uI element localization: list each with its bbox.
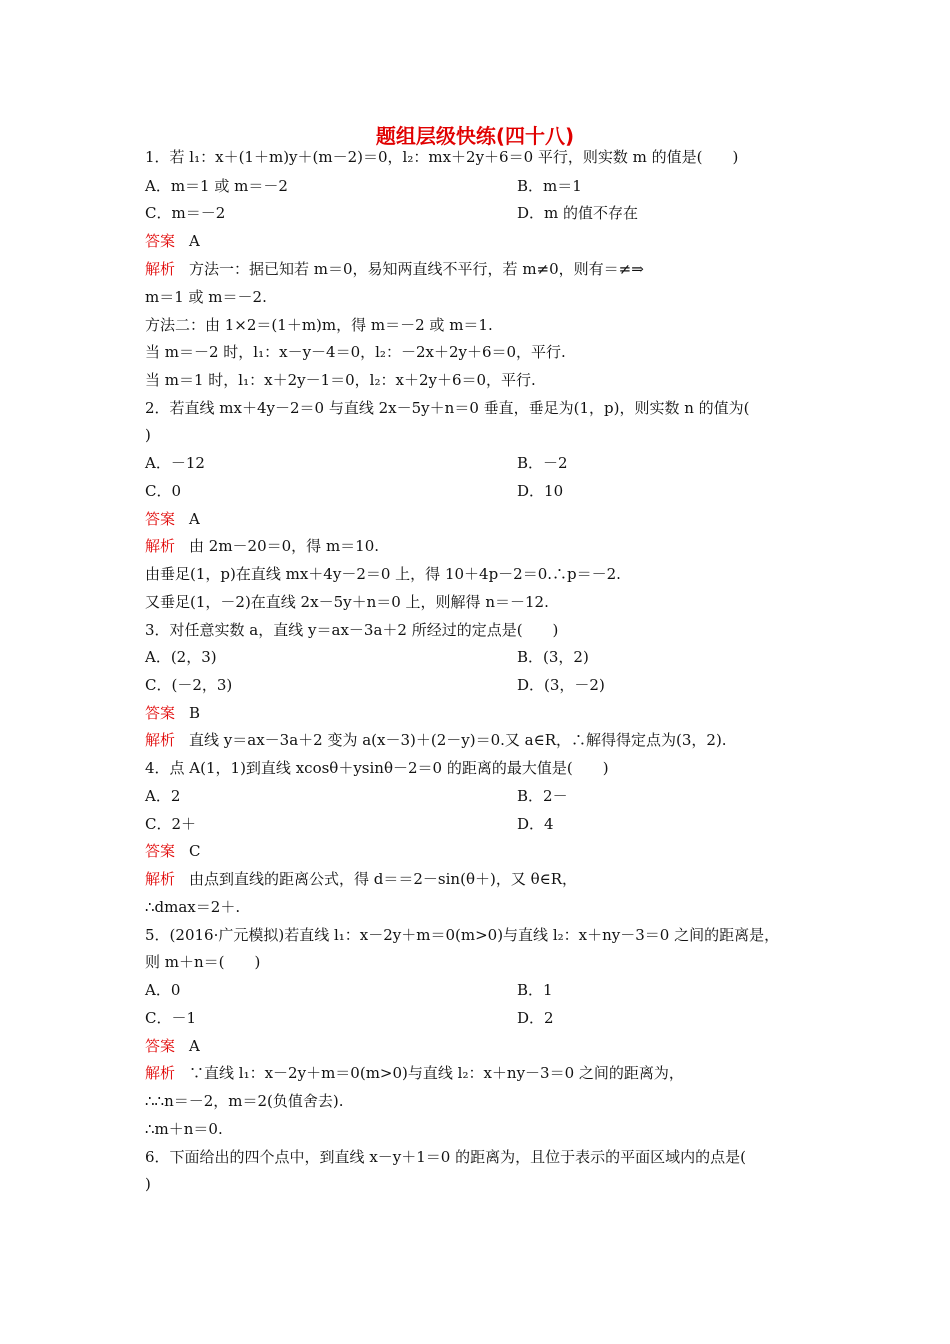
q1-option-a: A．m＝1 或 m＝－2	[145, 177, 288, 195]
q4-option-d: D．4	[517, 815, 554, 833]
q4-option-b: B．2－	[517, 787, 568, 805]
q2-option-c: C．0	[145, 482, 182, 500]
q5-option-c: C．－1	[145, 1009, 197, 1027]
q1-option-c: C．m＝－2	[145, 204, 226, 222]
q2-option-d: D．10	[517, 482, 564, 500]
q1-analysis-line-5: 当 m＝1 时，l₁：x＋2y－1＝0，l₂：x＋2y＋6＝0，平行.	[145, 371, 536, 389]
q5-analysis-line-1	[145, 1063, 684, 1083]
q1-analysis-line-2: m＝1 或 m＝－2.	[145, 288, 267, 306]
q5-answer: A	[189, 1037, 200, 1055]
page-title: 题组层级快练(四十八)	[375, 124, 575, 148]
q1-analysis-line-4: 当 m＝－2 时，l₁：x－y－4＝0，l₂：－2x＋2y＋6＝0，平行.	[145, 343, 566, 361]
q3-stem: 3．对任意实数 a，直线 y＝ax－3a＋2 所经过的定点是( )	[145, 621, 559, 639]
q4-answer-line	[145, 841, 201, 861]
answer-label: 答案	[145, 1037, 176, 1055]
q1-stem: 1．若 l₁：x＋(1＋m)y＋(m－2)＝0，l₂：mx＋2y＋6＝0 平行，则实数 m 的值是( )	[145, 148, 739, 166]
q3-option-b: B．(3，2)	[517, 648, 589, 666]
q2-stem-line-2: )	[145, 426, 151, 444]
q1-answer: A	[189, 232, 200, 250]
q3-answer-line	[145, 703, 200, 723]
q1-answer-line	[145, 231, 200, 251]
q2-option-b: B．－2	[517, 454, 568, 472]
q2-analysis-line-2: 由垂足(1，p)在直线 mx＋4y－2＝0 上，得 10＋4p－2＝0.∴p＝－2.	[145, 565, 621, 583]
answer-label: 答案	[145, 510, 176, 528]
q3-option-d: D．(3，－2)	[517, 676, 605, 694]
q3-analysis-line-1	[145, 730, 727, 750]
q4-analysis-line-1	[145, 869, 577, 889]
q1-analysis-line-3: 方法二：由 1×2＝(1＋m)m，得 m＝－2 或 m＝1.	[145, 316, 493, 334]
answer-label: 答案	[145, 232, 176, 250]
q2-option-a: A．－12	[145, 454, 205, 472]
q5-option-b: B．1	[517, 981, 553, 999]
q1-analysis-line-1	[145, 259, 644, 279]
analysis-label: 解析	[145, 731, 176, 749]
q5-analysis-line-2: ∴∴n＝－2，m＝2(负值舍去).	[145, 1092, 344, 1110]
q5-option-d: D．2	[517, 1009, 554, 1027]
q5-option-a: A．0	[145, 981, 181, 999]
analysis-label: 解析	[145, 1064, 176, 1082]
q3-option-a: A．(2，3)	[145, 648, 217, 666]
q5-stem-line-1: 5．(2016·广元模拟)若直线 l₁：x－2y＋m＝0(m>0)与直线 l₂：x＋ny－3＝0 之间的距离是，	[145, 926, 780, 944]
answer-label: 答案	[145, 842, 176, 860]
analysis-label: 解析	[145, 870, 176, 888]
analysis-label: 解析	[145, 537, 176, 555]
q2-answer: A	[189, 510, 200, 528]
q4-option-c: C．2＋	[145, 815, 197, 833]
q5-answer-line	[145, 1036, 200, 1056]
q3-option-c: C．(－2，3)	[145, 676, 233, 694]
q3-analysis-text: 直线 y＝ax－3a＋2 变为 a(x－3)＋(2－y)＝0.又 a∈R，∴解得得定点为(3，2).	[189, 731, 727, 749]
q2-analysis-text: 由 2m－20＝0，得 m＝10.	[189, 537, 380, 555]
q2-analysis-line-3: 又垂足(1，－2)在直线 2x－5y＋n＝0 上，则解得 n＝－12.	[145, 593, 549, 611]
q6-stem-line-1: 6．下面给出的四个点中，到直线 x－y＋1＝0 的距离为，且位于表示的平面区域内的点是(	[145, 1148, 746, 1166]
q5-analysis-text: ∵直线 l₁：x－2y＋m＝0(m>0)与直线 l₂：x＋ny－3＝0 之间的距离为，	[189, 1064, 684, 1082]
q1-option-d: D．m 的值不存在	[517, 204, 639, 222]
q4-answer: C	[189, 842, 201, 860]
q4-analysis-text: 由点到直线的距离公式，得 d＝＝2－sin(θ＋)，又 θ∈R，	[189, 870, 578, 888]
q3-answer: B	[189, 704, 201, 722]
q4-analysis-line-2: ∴dmax＝2＋.	[145, 898, 241, 916]
q1-option-b: B．m＝1	[517, 177, 582, 195]
q2-stem-line-1: 2．若直线 mx＋4y－2＝0 与直线 2x－5y＋n＝0 垂直，垂足为(1，p)，则实数 n 的值为(	[145, 399, 750, 417]
q2-answer-line	[145, 509, 200, 529]
q4-option-a: A．2	[145, 787, 181, 805]
q6-stem-line-2: )	[145, 1175, 151, 1193]
q5-stem-line-2: 则 m＋n＝( )	[145, 953, 261, 971]
q1-analysis-text: 方法一：据已知若 m＝0，易知两直线不平行，若 m≠0，则有＝≠⇒	[189, 260, 644, 278]
q4-stem: 4．点 A(1，1)到直线 xcosθ＋ysinθ－2＝0 的距离的最大值是( )	[145, 759, 609, 777]
analysis-label: 解析	[145, 260, 176, 278]
q2-analysis-line-1	[145, 536, 379, 556]
answer-label: 答案	[145, 704, 176, 722]
q5-analysis-line-3: ∴m＋n＝0.	[145, 1120, 223, 1138]
